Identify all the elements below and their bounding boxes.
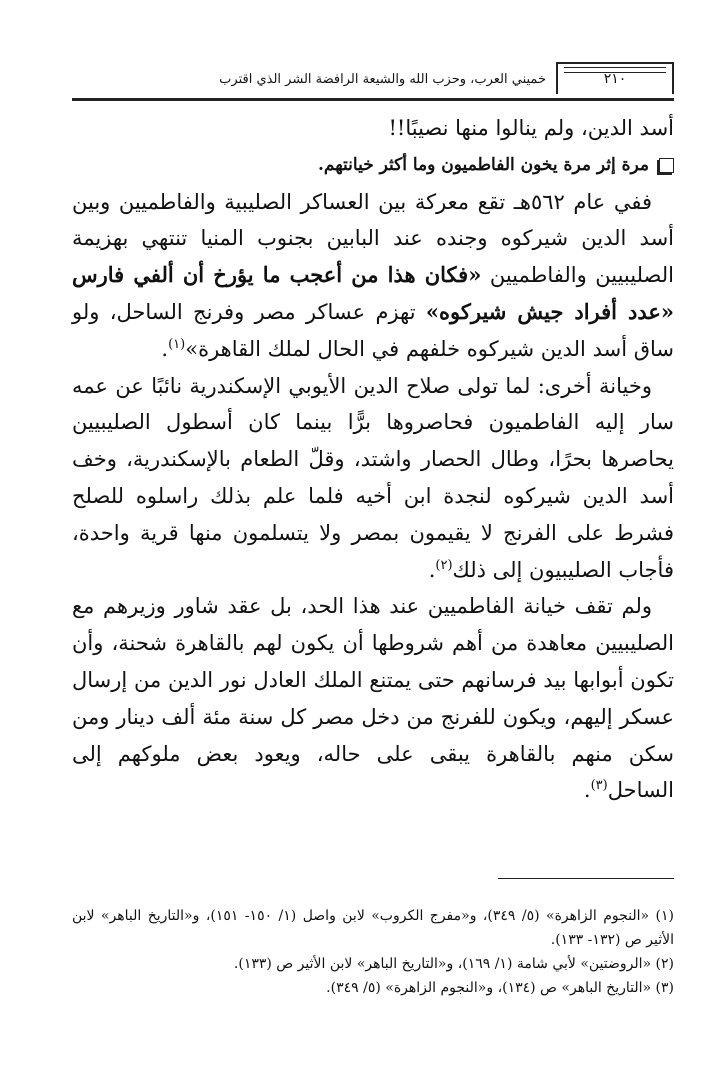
- footnote-ref[interactable]: (٢): [435, 557, 453, 573]
- paragraph-text: وخيانة أخرى: لما تولى صلاح الدين الأيوبي الإسكندرية نائبًا عن عمه سار إليه الفاطميون فحاصروها برًّا بينما كان أسطول الصليبيين يحاصرها بحرًا، وطال الحصار واشتد، وقلّ الطعام بالإسكندرية، وخف أسد الدين شيركوه لنجدة ابن أخيه فلما علم بذلك راسلوه للصلح فشرط على الفرنج لا يقيمون بمصر ولا يتسلمون منها قرية واحدة، فأجاب الصليبيون إلى ذلك: [72, 373, 674, 582]
- paragraph: ولم تقف خيانة الفاطميين عند هذا الحد، بل عقد شاور وزيرهم مع الصليبيين معاهدة من أهم شروطها أن يكون لهم بالقاهرة شحنة، وأن تكون أبوابها بيد فرسانهم حتى يمتنع الملك العادل نور الدين من إرسال عسكر إليهم، ويكون للفرنج من دخل مصر كل سنة مئة ألف دينار ومن سكن منهم بالقاهرة يبقى على حاله، ويعود بعض ملوكهم إلى الساحل$^{(٣)}$.: [72, 594, 674, 803]
- running-title: خميني العرب، وحزب الله والشيعة الرافضة الشر الذي اقترب: [219, 72, 546, 87]
- paragraph: وخيانة أخرى: لما تولى صلاح الدين الأيوبي الإسكندرية نائبًا عن عمه سار إليه الفاطميون فحاصروها برًّا بينما كان أسطول الصليبيين يحاصرها بحرًا، وطال الحصار واشتد، وقلّ الطعام بالإسكندرية، وخف أسد الدين شيركوه لنجدة ابن أخيه فلما علم بذلك راسلوه للصلح فشرط على الفرنج لا يقيمون بمصر ولا يتسلمون منها قرية واحدة، فأجاب الصليبيون إلى ذلك$^{(٢)}$.: [72, 373, 674, 582]
- bullet-text: مرة إثر مرة يخون الفاطميون وما أكثر خيانتهم.: [317, 154, 649, 175]
- paragraph: ففي عام ٥٦٢هـ تقع معركة بين العساكر الصليبية والفاطميين وبين أسد الدين شيركوه وجنده عند البابين بجنوب المنيا تنتهي بهزيمة الصليبيين والفاطميين «فكان هذا من أعجب ما يؤرخ أن ألفي فارس «عدد أفراد جيش شيركوه» تهزم عساكر مصر وفرنج الساحل، ولو ساق أسد الدين شيركوه خلفهم في الحال لملك القاهرة»$^{(١)}$.: [72, 189, 675, 361]
- footnote: (٣) «التاريخ الباهر» ص (١٣٤)، و«النجوم الزاهرة» (٥/ ٣٤٩).: [326, 980, 674, 996]
- bullet-heading: [72, 147, 674, 184]
- main-text: [72, 110, 674, 809]
- page-number: ٢١٠: [556, 62, 674, 94]
- footnote-ref[interactable]: (٣): [590, 778, 608, 794]
- paragraph: أسد الدين، ولم ينالوا منها نصيبًا!!: [388, 116, 674, 140]
- bullet-box-icon: [659, 158, 674, 173]
- paragraph-text: ولم تقف خيانة الفاطميين عند هذا الحد، بل عقد شاور وزيرهم مع الصليبيين معاهدة من أهم شروطها أن يكون لهم بالقاهرة شحنة، وأن تكون أبوابها بيد فرسانهم حتى يمتنع الملك العادل نور الدين من إرسال عسكر إليهم، ويكون للفرنج من دخل مصر كل سنة مئة ألف دينار ومن سكن منهم بالقاهرة يبقى على حاله، ويعود بعض ملوكهم إلى الساحل: [72, 594, 674, 803]
- footnote: (١) «النجوم الزاهرة» (٥/ ٣٤٩)، و«مفرج الكروب» لابن واصل (١/ ١٥٠- ١٥١)، و«التاريخ الباهر» لابن الأثير ص (١٣٢- ١٣٣).: [72, 908, 675, 948]
- quote-bold: «فكان هذا من أعجب ما يؤرخ أن ألفي فارس «عدد أفراد جيش شيركوه»: [72, 262, 675, 324]
- running-header: [72, 58, 674, 101]
- footnotes: [72, 904, 674, 1000]
- paragraph-text: تهزم عساكر مصر وفرنج الساحل، ولو ساق أسد الدين شيركوه خلفهم في الحال لملك القاهرة»: [72, 299, 674, 361]
- footnote: (٢) «الروضتين» لأبي شامة (١/ ١٦٩)، و«التاريخ الباهر» لابن الأثير ص (١٣٣).: [233, 956, 674, 972]
- footnote-separator: [498, 878, 674, 879]
- paragraph-text: ففي عام ٥٦٢هـ تقع معركة بين العساكر الصليبية والفاطميين وبين أسد الدين شيركوه وجنده عند البابين بجنوب المنيا تنتهي بهزيمة الصليبيين والفاطميين: [72, 189, 674, 288]
- footnote-ref[interactable]: (١): [168, 336, 186, 352]
